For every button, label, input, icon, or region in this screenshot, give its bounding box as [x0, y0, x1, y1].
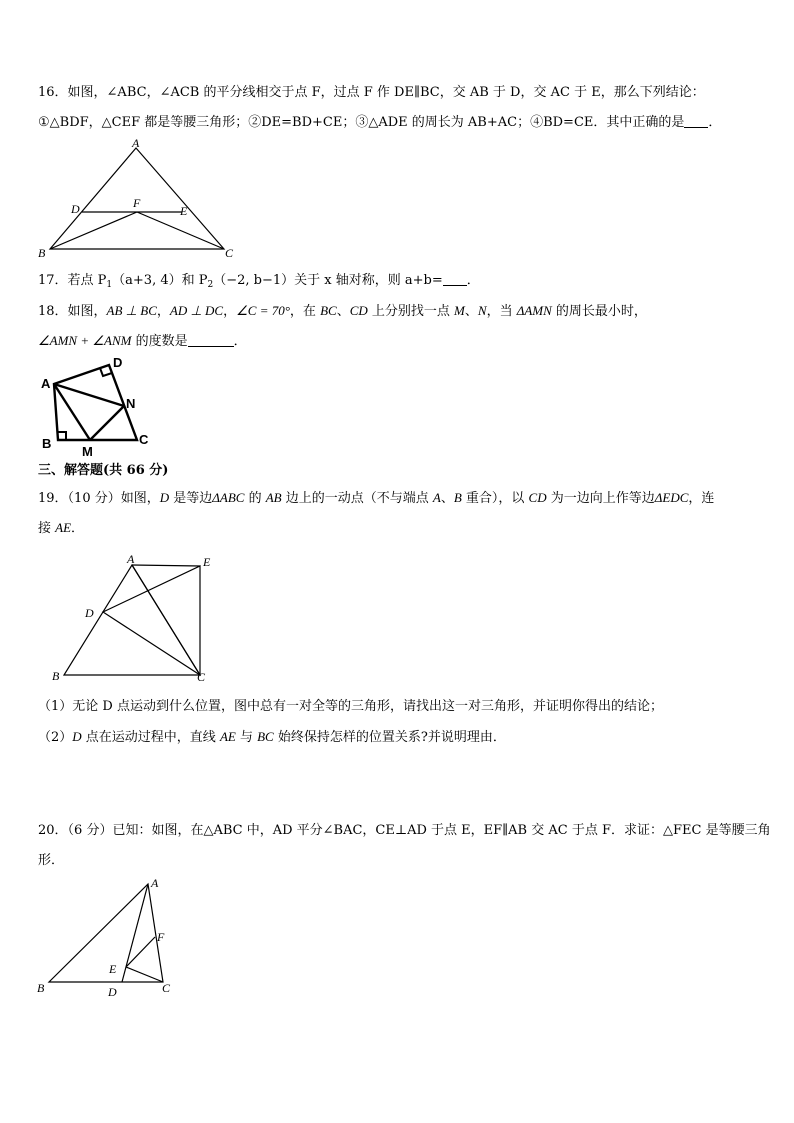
- segment-bf: [50, 212, 137, 249]
- label-d: D: [108, 985, 117, 999]
- q20-line1: 20．（6 分）已知：如图，在△ABC 中，AD 平分∠BAC，CE⊥AD 于点 E，EF∥AB 交 AC 于点 F．求证：△FEC 是等腰三角: [38, 823, 771, 838]
- segment-ce: [126, 967, 163, 982]
- label-d: D: [113, 355, 123, 370]
- q20-line2: 形．: [38, 853, 65, 868]
- label-d: D: [85, 606, 94, 620]
- segment-an: [54, 384, 124, 406]
- q16-line2: ①△BDF，△CEF 都是等腰三角形；②DE=BD+CE；③△ADE 的周长为 AB+AC；④BD=CE．其中正确的是 ．: [38, 115, 722, 130]
- label-c: C: [139, 432, 149, 447]
- q20-figure: [36, 874, 186, 1000]
- label-b: B: [52, 669, 60, 683]
- q18-line1: 18．如图，AB ⊥ BC，AD ⊥ DC，∠C = 70°，在 BC、CD 上分别找一点 M、N，当 ΔAMN 的周长最小时，: [38, 303, 647, 319]
- label-c: C: [197, 670, 206, 684]
- q16-line2-text: ①△BDF，△CEF 都是等腰三角形；②DE=BD+CE；③△ADE 的周长为 AB+AC；④BD=CE．其中正确的是: [38, 115, 685, 130]
- label-a: A: [41, 376, 51, 391]
- answer-blank-16[interactable]: [684, 115, 708, 128]
- q16-figure: [34, 136, 234, 262]
- label-f: F: [133, 196, 141, 210]
- label-b: B: [38, 246, 46, 260]
- q17-line: 17．若点 $P_1(a+3$, 4）和 $P_2(-2$, b−1）关于 x 轴对称，则 a+b= ．: [38, 273, 480, 290]
- q18-line2: ∠AMN + ∠ANM 的度数是 ．: [38, 333, 247, 349]
- label-c: C: [225, 246, 234, 260]
- triangle-abc: [49, 884, 163, 982]
- label-a: A: [127, 552, 135, 566]
- label-e: E: [180, 204, 188, 218]
- label-b: B: [37, 981, 45, 995]
- q19-line1: 19．（10 分）如图，D 是等边ΔABC 的 AB 边上的一动点（不与端点 A、B 重合），以 CD 为一边向上作等边ΔEDC，连: [38, 490, 715, 506]
- label-f: F: [157, 930, 165, 944]
- section-3-heading: 三、解答题(共 66 分): [38, 463, 169, 478]
- label-a: A: [132, 136, 140, 150]
- triangle-edc: [103, 566, 200, 675]
- label-b: B: [42, 436, 52, 451]
- triangle-abc: [64, 565, 200, 675]
- label-c: C: [162, 981, 171, 995]
- label-e: E: [109, 962, 117, 976]
- q18-figure: [38, 355, 158, 459]
- answer-blank-18[interactable]: [188, 334, 234, 347]
- q19-subquestion-2: （2）D 点在运动过程中，直线 AE 与 BC 始终保持怎样的位置关系?并说明理由．: [38, 729, 506, 745]
- segment-ae: [132, 565, 200, 566]
- q19-line2: 接 AE．: [38, 520, 85, 536]
- q16-line1: 16．如图，∠ABC，∠ACB 的平分线相交于点 F，过点 F 作 DE∥BC，交 AB 于 D，交 AC 于 E，那么下列结论：: [38, 85, 705, 100]
- label-n: N: [126, 396, 136, 411]
- answer-blank-17[interactable]: [443, 273, 467, 286]
- label-a: A: [151, 876, 159, 890]
- label-m: M: [82, 444, 93, 459]
- label-d: D: [71, 202, 80, 216]
- q19-subquestion-1: （1）无论 D 点运动到什么位置，图中总有一对全等的三角形，请找出这一对三角形，并证明你得出的结论；: [38, 699, 663, 714]
- label-e: E: [203, 555, 211, 569]
- segment-mn: [90, 406, 124, 440]
- right-angle-b: [58, 432, 66, 440]
- q19-figure: [48, 550, 218, 682]
